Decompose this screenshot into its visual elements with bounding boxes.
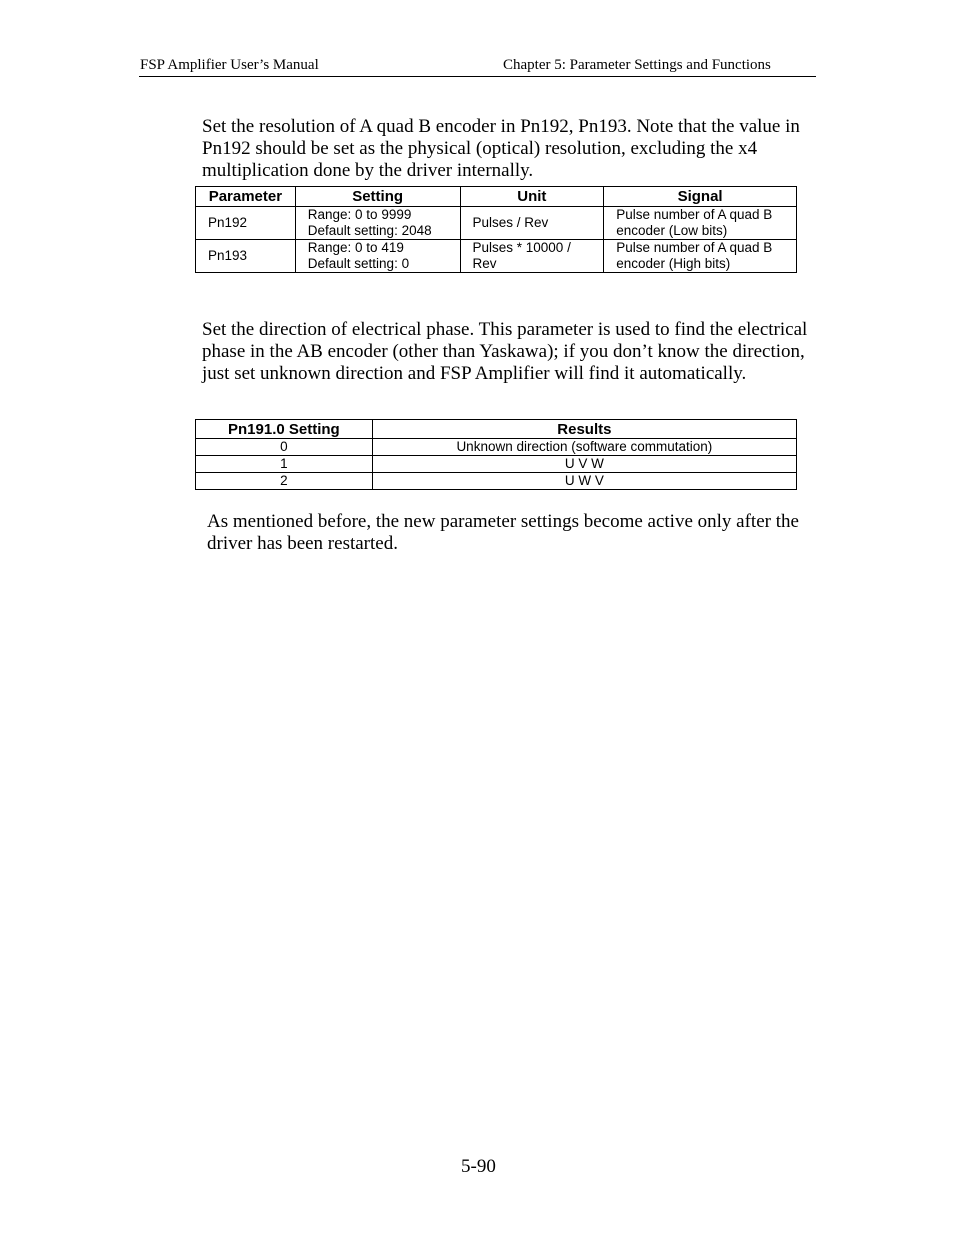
page-header [139, 56, 816, 77]
closing-line: As mentioned before, the new parameter settings become active only after the [207, 511, 799, 532]
direction-paragraph [202, 319, 807, 385]
column-header: Unit [460, 187, 604, 207]
column-header: Results [372, 420, 796, 439]
signal-cell: Pulse number of A quad B encoder (High bits) [604, 240, 797, 273]
table-row [196, 473, 797, 490]
unit-cell: Pulses * 10000 / Rev [460, 240, 604, 273]
setting-cell: 1 [196, 456, 373, 473]
manual-title: FSP Amplifier User’s Manual [140, 57, 319, 73]
column-header: Setting [295, 187, 460, 207]
direction-line: phase in the AB encoder (other than Yaskawa); if you don’t know the direction, [202, 341, 805, 362]
result-cell: U W V [372, 473, 796, 490]
column-header: Parameter [196, 187, 296, 207]
direction-line: Set the direction of electrical phase. This parameter is used to find the electrical [202, 319, 808, 340]
intro-line: Pn192 should be set as the physical (optical) resolution, excluding the x4 [202, 138, 758, 159]
unit-cell: Pulses / Rev [460, 207, 604, 240]
direction-line: just set unknown direction and FSP Amplifier will find it automatically. [202, 363, 747, 384]
page-number: 5-90 [461, 1156, 496, 1177]
table-row [196, 439, 797, 456]
result-cell: Unknown direction (software commutation) [372, 439, 796, 456]
encoder-resolution-table [195, 186, 797, 273]
table-row [196, 456, 797, 473]
intro-line: multiplication done by the driver internally. [202, 160, 534, 181]
parameter-cell: Pn193 [196, 240, 296, 273]
closing-paragraph [207, 511, 799, 555]
setting-cell: Range: 0 to 9999 Default setting: 2048 [295, 207, 460, 240]
parameter-cell: Pn192 [196, 207, 296, 240]
table-header-row [196, 420, 797, 439]
signal-cell: Pulse number of A quad B encoder (Low bits) [604, 207, 797, 240]
result-cell: U V W [372, 456, 796, 473]
column-header: Pn191.0 Setting [196, 420, 373, 439]
setting-cell: Range: 0 to 419 Default setting: 0 [295, 240, 460, 273]
setting-cell: 0 [196, 439, 373, 456]
table-row [196, 240, 797, 273]
table-row [196, 207, 797, 240]
column-header: Signal [604, 187, 797, 207]
table-header-row [196, 187, 797, 207]
closing-line: driver has been restarted. [207, 533, 398, 554]
chapter-title: Chapter 5: Parameter Settings and Functions [503, 57, 771, 73]
setting-cell: 2 [196, 473, 373, 490]
phase-direction-table [195, 419, 797, 490]
intro-paragraph [202, 116, 800, 182]
intro-line: Set the resolution of A quad B encoder in Pn192, Pn193. Note that the value in [202, 116, 800, 137]
